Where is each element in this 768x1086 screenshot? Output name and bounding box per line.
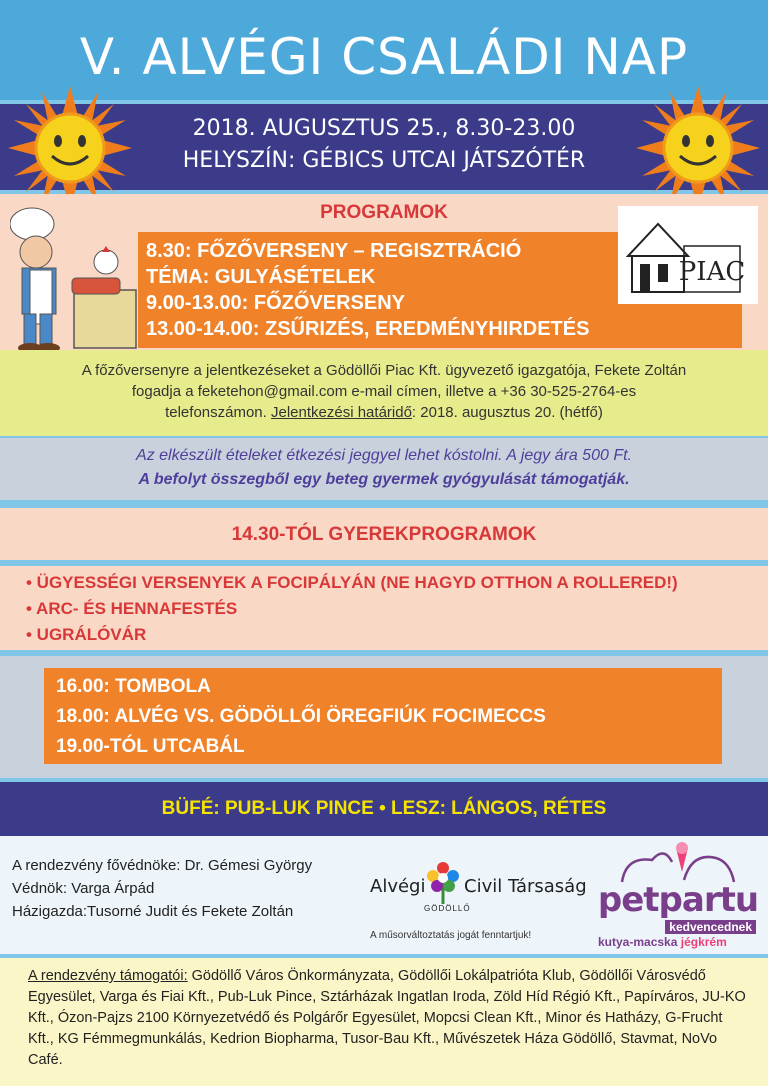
kids-item: • ARC- ÉS HENNAFESTÉS — [26, 599, 238, 618]
event-title: V. ALVÉGI CSALÁDI NAP — [79, 28, 689, 86]
patron-line: A rendezvény fővédnöke: Dr. Gémesi György — [12, 857, 313, 874]
event-date: 2018. AUGUSZTUS 25., 8.30-23.00 — [192, 116, 576, 141]
flower-icon — [426, 860, 460, 904]
deadline-label: Jelentkezési határidő — [271, 404, 412, 421]
registration-text — [0, 360, 768, 423]
sun-left-icon — [8, 86, 132, 210]
sponsors-list: Gödöllő Város Önkormányzata, Gödöllői Lokálpatrióta Klub, Gödöllői Városvédő Egyesület, Varga és Fiai Kft., Pub-Luk Pince, Sztárházak Ingatlan Iroda, Zöld Híd Régió Kft., Papírváros, JU-KO Kft., Ózon-Pajzs 2100 Környezetvédő és Polgárőr Egyesület, Mopcsi Clean Kft., Minor és Hatházy, G-Frucht Kft., KG Fémmegmunkálás, Kedrion Biopharma, Tusor-Bau Kft., Művészetek Háza Gödöllő, Stavmat, NoVo Café. — [28, 968, 746, 1068]
patron-line: Védnök: Varga Árpád — [12, 880, 155, 897]
evening-item: 19.00-TÓL UTCABÁL — [56, 736, 245, 757]
kids-item: • UGRÁLÓVÁR — [26, 625, 147, 644]
sponsors-section — [0, 958, 768, 1086]
evening-box — [44, 668, 722, 764]
civil-tarsasag-logo — [370, 860, 590, 916]
program-item: 9.00-13.00: FŐZŐVERSENY — [146, 292, 405, 314]
registration-line: telefonszámon. Jelentkezési határidő: 2018. augusztus 20. (hétfő) — [165, 404, 603, 421]
program-item: 13.00-14.00: ZSŰRIZÉS, EREDMÉNYHIRDETÉS — [146, 318, 590, 340]
kids-list — [26, 570, 678, 648]
sponsors-label: A rendezvény támogatói: — [28, 968, 188, 984]
civil-city-text: GÖDÖLLŐ — [424, 904, 471, 913]
market-hall-icon — [618, 206, 758, 304]
chef-illustration-icon — [10, 206, 138, 354]
registration-line: A főzőversenyre a jelentkezéseket a Gödöllői Piac Kft. ügyvezető igazgatója, Fekete Zoltán — [81, 362, 687, 379]
registration-line: fogadja a feketehon@gmail.com e-mail címen, illetve a +36 30-525-2764-es — [131, 383, 637, 400]
kids-item: • ÜGYESSÉGI VERSENYEK A FOCIPÁLYÁN (NE HAGYD OTTHON A ROLLERED!) — [26, 573, 678, 592]
tasting-line: Az elkészült ételeket étkezési jeggyel lehet kóstolni. A jegy ára 500 Ft. — [136, 447, 632, 464]
civil-right-text: Civil Társaság — [464, 876, 587, 897]
varosi-piac-logo — [618, 206, 758, 304]
patron-line: Házigazda:Tusorné Judit és Fekete Zoltán — [12, 903, 294, 920]
program-item: TÉMA: GULYÁSÉTELEK — [146, 266, 376, 288]
petpartu-logo — [592, 842, 764, 948]
program-item: 8.30: FŐZŐVERSENY – REGISZTRÁCIÓ — [146, 240, 522, 262]
sponsors-text — [0, 958, 768, 1071]
svg-text:PIAC: PIAC — [678, 257, 746, 287]
civil-left-text: Alvégi — [370, 876, 426, 897]
petpartu-brand: petpartu — [597, 880, 759, 920]
petpartu-tagline: kedvencednek — [665, 920, 756, 934]
event-location: HELYSZÍN: GÉBICS UTCAI JÁTSZÓTÉR — [182, 148, 586, 173]
tasting-line: A befolyt összegből egy beteg gyermek gyógyulását támogatják. — [138, 471, 630, 488]
evening-item: 18.00: ALVÉG VS. GÖDÖLLŐI ÖREGFIÚK FOCIMECCS — [56, 706, 546, 727]
evening-item: 16.00: TOMBOLA — [56, 676, 211, 697]
tasting-text — [0, 444, 768, 492]
patrons-list — [12, 854, 312, 923]
disclaimer: A műsorváltoztatás jogát fenntartjuk! — [370, 930, 532, 941]
buffet-banner: BÜFÉ: PUB-LUK PINCE • LESZ: LÁNGOS, RÉTES — [0, 782, 768, 836]
petpartu-subline: kutya-macska jégkrém — [598, 935, 727, 949]
kids-heading: 14.30-TÓL GYEREKPROGRAMOK — [231, 524, 537, 545]
programs-heading: PROGRAMOK — [320, 202, 448, 223]
sun-right-icon — [636, 86, 760, 210]
